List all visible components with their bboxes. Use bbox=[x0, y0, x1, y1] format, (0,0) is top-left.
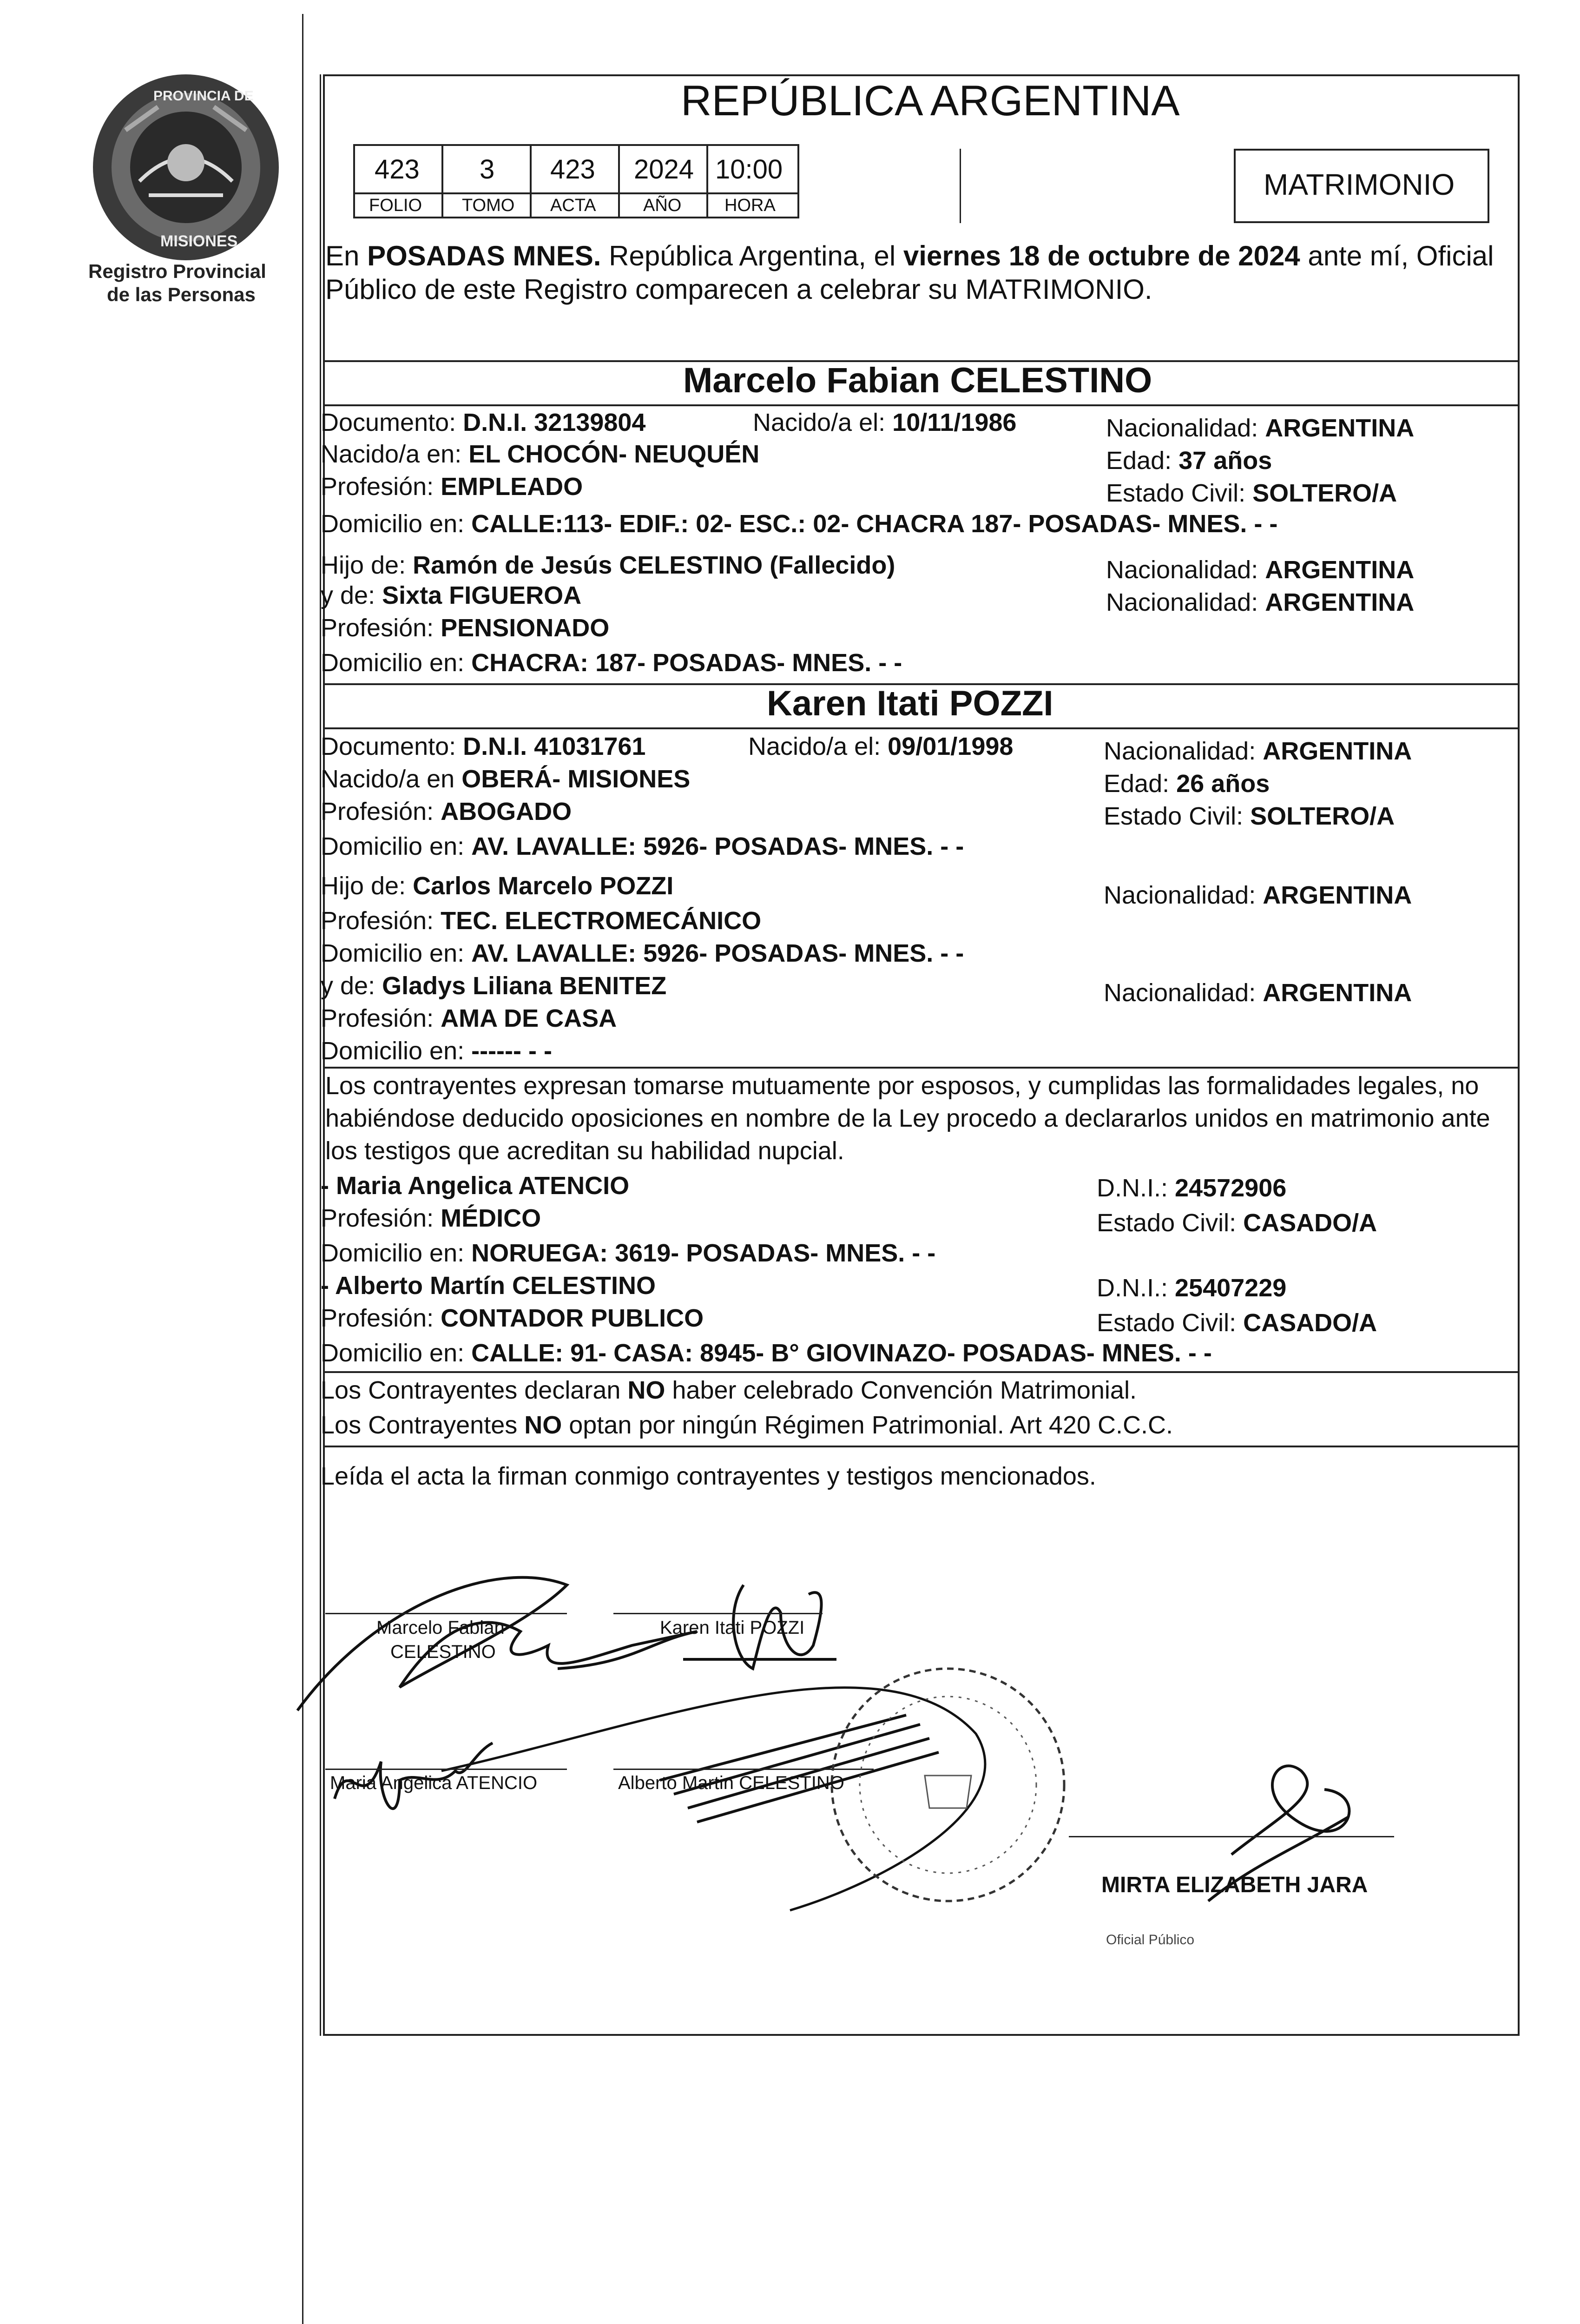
groom-mother-nationality: Nacionalidad: ARGENTINA bbox=[1106, 588, 1415, 616]
record-fields-table bbox=[353, 144, 799, 218]
intro-line-2: Público de este Registro comparecen a celebrar su MATRIMONIO. bbox=[325, 274, 1152, 305]
groom-profession: Profesión: EMPLEADO bbox=[321, 473, 583, 501]
witness-1-address: Domicilio en: NORUEGA: 3619- POSADAS- MNES. - - bbox=[321, 1239, 936, 1267]
bride-born: Nacido/a el: 09/01/1998 bbox=[748, 733, 1014, 760]
declaration-line-2: habiéndose deducido oposiciones en nombre de la Ley procedo a declararlos unidos en matrimonio ante bbox=[325, 1104, 1490, 1132]
signature-label-groom-2: CELESTINO bbox=[390, 1642, 496, 1662]
regime-line-2: Los Contrayentes NO optan por ningún Régimen Patrimonial. Art 420 C.C.C. bbox=[321, 1411, 1173, 1439]
bride-document: Documento: D.N.I. 41031761 bbox=[321, 733, 646, 760]
bride-father-address: Domicilio en: AV. LAVALLE: 5926- POSADAS- MNES. - - bbox=[321, 939, 964, 967]
groom-mother: y de: Sixta FIGUEROA bbox=[321, 581, 582, 609]
seal-caption-2: de las Personas bbox=[107, 284, 256, 305]
signature-label-groom-1: Marcelo Fabian bbox=[376, 1618, 505, 1638]
bride-mother: y de: Gladys Liliana BENITEZ bbox=[321, 972, 667, 1000]
groom-father-nationality: Nacionalidad: ARGENTINA bbox=[1106, 556, 1415, 584]
bride-name: Karen Itati POZZI bbox=[767, 684, 1053, 723]
bride-age: Edad: 26 años bbox=[1104, 770, 1270, 798]
witness-1-dni: D.N.I.: 24572906 bbox=[1097, 1174, 1287, 1202]
officer-name: MIRTA ELIZABETH JARA bbox=[1101, 1873, 1368, 1897]
witness-1-civil-status: Estado Civil: CASADO/A bbox=[1097, 1209, 1377, 1237]
bride-profession: Profesión: ABOGADO bbox=[321, 798, 572, 825]
witness-2-civil-status: Estado Civil: CASADO/A bbox=[1097, 1309, 1377, 1337]
bride-father: Hijo de: Carlos Marcelo POZZI bbox=[321, 872, 674, 900]
declaration-line-3: los testigos que acreditan su habilidad nupcial. bbox=[325, 1137, 844, 1165]
signature-label-witness-2: Alberto Martin CELESTINO bbox=[618, 1773, 844, 1793]
declaration-line-1: Los contrayentes expresan tomarse mutuamente por esposos, y cumplidas las formalidades legales, no bbox=[325, 1072, 1479, 1100]
groom-born: Nacido/a el: 10/11/1986 bbox=[753, 409, 1017, 436]
witness-1-name: - Maria Angelica ATENCIO bbox=[321, 1172, 630, 1200]
groom-address: Domicilio en: CALLE:113- EDIF.: 02- ESC.: 02- CHACRA 187- POSADAS- MNES. - - bbox=[321, 510, 1278, 538]
hora-label: HORA bbox=[724, 196, 776, 215]
bride-birthplace: Nacido/a en OBERÁ- MISIONES bbox=[321, 765, 691, 793]
margin-line-outer bbox=[302, 14, 303, 2324]
bride-address: Domicilio en: AV. LAVALLE: 5926- POSADAS- MNES. - - bbox=[321, 832, 964, 860]
bride-mother-address: Domicilio en: ------ - - bbox=[321, 1037, 552, 1065]
groom-father: Hijo de: Ramón de Jesús CELESTINO (Fallecido) bbox=[321, 551, 895, 579]
witness-1-profession: Profesión: MÉDICO bbox=[321, 1204, 541, 1232]
folio-label: FOLIO bbox=[369, 196, 422, 215]
document-type-label: MATRIMONIO bbox=[1264, 168, 1455, 201]
signature-label-witness-1: Maria Angelica ATENCIO bbox=[330, 1773, 538, 1793]
groom-parents-address: Domicilio en: CHACRA: 187- POSADAS- MNES. - - bbox=[321, 649, 902, 677]
regime-line-1: Los Contrayentes declaran NO haber celebrado Convención Matrimonial. bbox=[321, 1376, 1137, 1404]
groom-age: Edad: 37 años bbox=[1106, 447, 1272, 475]
bride-mother-nationality: Nacionalidad: ARGENTINA bbox=[1104, 979, 1412, 1007]
bride-father-profession: Profesión: TEC. ELECTROMECÁNICO bbox=[321, 907, 762, 935]
bride-father-nationality: Nacionalidad: ARGENTINA bbox=[1104, 881, 1412, 909]
anio-label: AÑO bbox=[643, 196, 682, 215]
witness-2-profession: Profesión: CONTADOR PUBLICO bbox=[321, 1304, 704, 1332]
acta-label: ACTA bbox=[550, 196, 596, 215]
officer-title: Oficial Público bbox=[1106, 1932, 1195, 1948]
groom-name: Marcelo Fabian CELESTINO bbox=[683, 361, 1152, 400]
closing-statement: Leída el acta la firman conmigo contrayentes y testigos mencionados. bbox=[321, 1462, 1096, 1490]
witness-2-dni: D.N.I.: 25407229 bbox=[1097, 1274, 1287, 1302]
seal-caption-1: Registro Provincial bbox=[88, 260, 266, 282]
registry-seal bbox=[84, 65, 288, 307]
bride-mother-profession: Profesión: AMA DE CASA bbox=[321, 1004, 617, 1032]
acta-value: 423 bbox=[550, 154, 595, 185]
groom-civil-status: Estado Civil: SOLTERO/A bbox=[1106, 479, 1397, 507]
tomo-label: TOMO bbox=[462, 196, 515, 215]
groom-document: Documento: D.N.I. 32139804 bbox=[321, 409, 646, 436]
document-type-badge bbox=[1234, 149, 1489, 223]
folio-value: 423 bbox=[375, 154, 420, 185]
bride-civil-status: Estado Civil: SOLTERO/A bbox=[1104, 802, 1395, 830]
official-stamp-icon bbox=[818, 1655, 1078, 1915]
intro-line-1: En POSADAS MNES. República Argentina, el viernes 18 de octubre de 2024 ante mí, Oficial bbox=[325, 240, 1494, 271]
page-title: REPÚBLICA ARGENTINA bbox=[681, 77, 1180, 125]
anio-value: 2024 bbox=[634, 154, 694, 185]
witness-2-address: Domicilio en: CALLE: 91- CASA: 8945- B° GIOVINAZO- POSADAS- MNES. - - bbox=[321, 1339, 1212, 1367]
bride-nationality: Nacionalidad: ARGENTINA bbox=[1104, 737, 1412, 765]
groom-nationality: Nacionalidad: ARGENTINA bbox=[1106, 414, 1415, 442]
seal-ring-top: PROVINCIA DE bbox=[153, 88, 254, 104]
tomo-value: 3 bbox=[480, 154, 495, 185]
groom-birthplace: Nacido/a en: EL CHOCÓN- NEUQUÉN bbox=[321, 440, 760, 468]
witness-2-name: - Alberto Martín CELESTINO bbox=[321, 1272, 656, 1300]
seal-ring-bottom: MISIONES bbox=[160, 232, 238, 250]
signature-label-bride: Karen Itati POZZI bbox=[660, 1618, 805, 1638]
hora-value: 10:00 bbox=[715, 154, 783, 185]
groom-parents-profession: Profesión: PENSIONADO bbox=[321, 614, 610, 642]
